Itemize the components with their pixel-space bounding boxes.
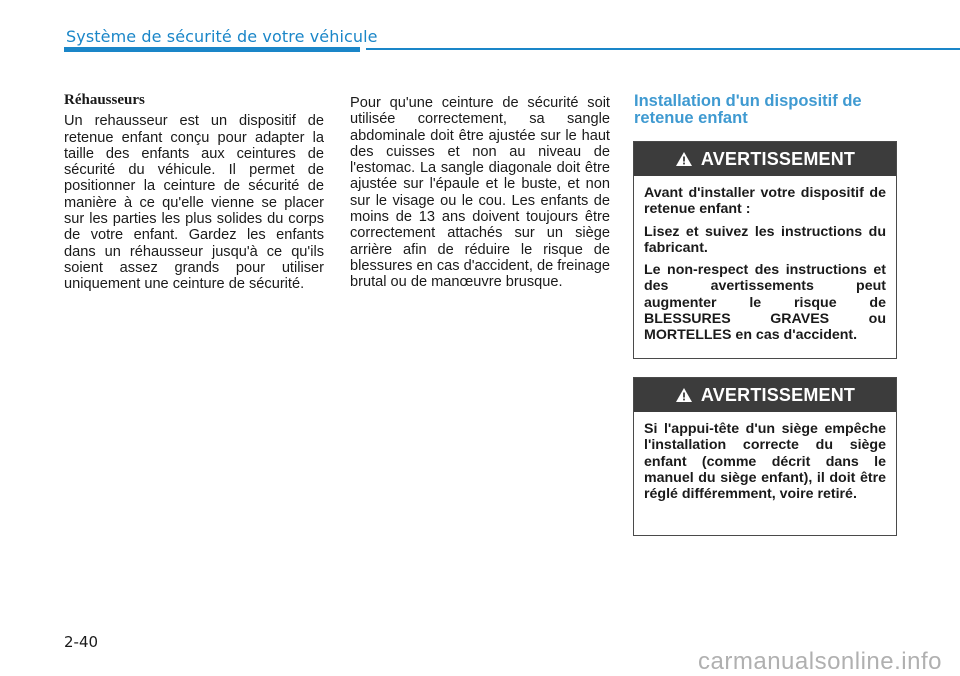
warning-box-2 <box>633 377 897 536</box>
watermark: carmanualsonline.info <box>698 648 942 675</box>
warning-1-paragraph-2: Lisez et suivez les instructions du fabricant. <box>644 223 886 256</box>
warning-body-1 <box>634 176 896 344</box>
warning-triangle-icon <box>675 151 693 167</box>
warning-triangle-icon <box>675 387 693 403</box>
middle-column <box>350 95 610 291</box>
subheading-rehausseurs: Réhausseurs <box>64 92 145 108</box>
header-rule-left <box>64 47 360 52</box>
warning-header-2 <box>634 378 896 412</box>
warning-box-1 <box>633 141 897 359</box>
seatbelt-paragraph: Pour qu'une ceinture de sécurité soit utilisée correctement, sa sangle abdominale doit être ajustée sur le haut des cuisses et non au niveau de l'estomac. La sangle diagonale doit être ajustée sur l'épaule et le buste, et non sur le visage ou le cou. Les enfants de moins de 13 ans doivent toujours être correctement attachés sur un siège arrière afin de réduire le risque de blessures en cas d'accident, de freinage brutal ou de manœuvre brusque. <box>350 95 610 291</box>
warning-2-paragraph-1: Si l'appui-tête d'un siège empêche l'installation correcte du siège enfant (comme décrit dans le manuel du siège enfant), il doit être réglé différemment, voire retiré. <box>644 421 886 503</box>
page-number: 2-40 <box>64 633 99 651</box>
warning-1-paragraph-1: Avant d'installer votre dispositif de retenue enfant : <box>644 185 886 218</box>
warning-header-1 <box>634 142 896 176</box>
installation-heading: Installation d'un dispositif de retenue enfant <box>634 92 862 127</box>
warning-label-1: AVERTISSEMENT <box>700 148 856 169</box>
rehausseurs-paragraph: Un rehausseur est un dispositif de retenue enfant conçu pour adapter la taille des enfants aux ceintures de sécurité du véhicule. Il permet de positionner la ceinture de sécurité de manière à ce qu'elle vienne se placer sur les parties les plus solides du corps de votre enfant. Gardez les enfants dans un réhausseur jusqu'à ce qu'ils soient assez grands pour utiliser uniquement une ceinture de sécurité. <box>64 113 324 293</box>
header-rule-right <box>366 48 960 50</box>
warning-label-2: AVERTISSEMENT <box>700 384 856 405</box>
warning-body-2 <box>634 412 896 502</box>
warning-1-paragraph-3: Le non-respect des instructions et des avertissements peut augmenter le risque de BLESSURES GRAVES ou MORTELLES en cas d'accident. <box>644 262 886 344</box>
section-title: Système de sécurité de votre véhicule <box>66 27 378 46</box>
left-column <box>64 92 324 293</box>
